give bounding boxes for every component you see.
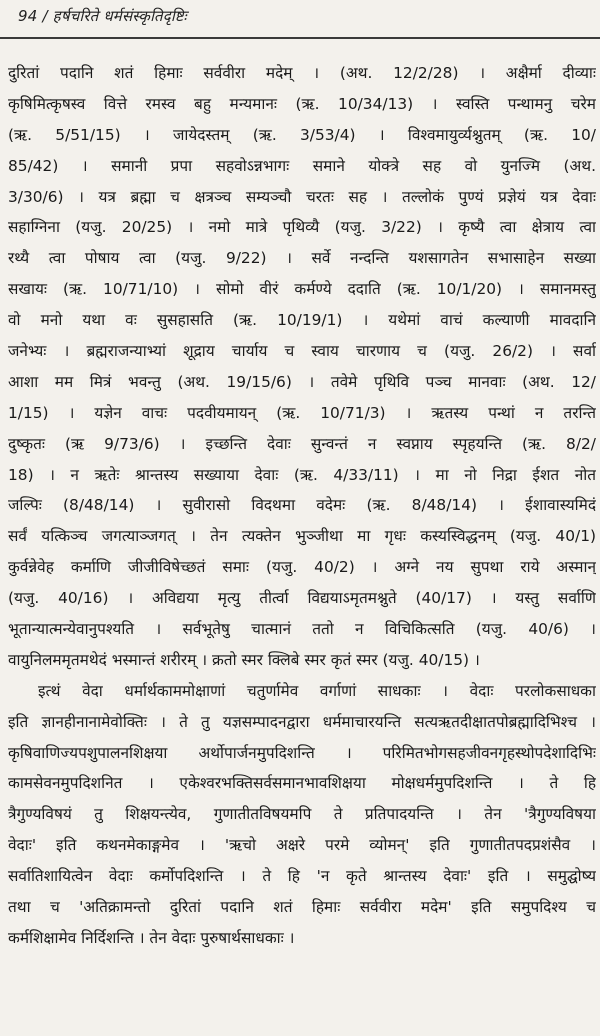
text-line: कुर्वन्नेवेह कर्माणि जीजीविषेच्छतं समाः (यजु. 40/2) । अग्ने नय सुपथा राये अस्मान्: [8, 558, 596, 577]
text-line: वायुनिलममृतमथेदं भस्मान्तं शरीरम् । क्रतो स्मर क्लिबे स्मर कृतं स्मर (यजु. 40/15) ।: [8, 650, 480, 669]
text-line: इति ज्ञानहीनानामेवोक्तिः । ते तु यज्ञसम्पादनद्वारा धर्ममाचारयन्ति सत्यऋतदीक्षातपोब्रह्मादिभिश्च ।: [8, 712, 596, 731]
text-line: वो मनो यथा वः सुसहासति (ऋ. 10/19/1) । यथेमां वाचं कल्याणी मावदानि: [8, 311, 596, 330]
text-line: (ऋ. 5/51/15) । जायेदस्तम् (ऋ. 3/53/4) । विश्वमायुर्व्यश्नुतम् (ऋ. 10/: [8, 125, 596, 144]
paragraph-first-line: इत्थं वेदा धर्मार्थकाममोक्षाणां चतुर्णामेव वर्गाणां साधकाः । वेदाः परलोकसाधका: [38, 681, 596, 700]
text-line: सखायः (ऋ. 10/71/10) । सोमो वीरं कर्मण्ये ददाति (ऋ. 10/1/20) । समानमस्तु: [8, 280, 596, 299]
text-line: वेदाः' इति कथनमेकाङ्गमेव । 'ऋचो अक्षरे परमे व्योमन्' इति गुणातीतपदप्रशंसैव ।: [8, 836, 596, 855]
text-line: दुष्कृतः (ऋ 9/73/6) । इच्छन्ति देवाः सुन्वन्तं न स्वप्नाय स्पृहयन्ति (ऋ. 8/2/: [8, 434, 596, 453]
text-line: आशा मम मित्रं भवन्तु (अथ. 19/15/6) । तवेमे पृथिवि पञ्च मानवाः (अथ. 12/: [8, 372, 596, 391]
text-line: (यजु. 40/16) । अविद्यया मृत्यु तीर्त्वा विद्ययाऽमृतमश्नुते (40/17) । यस्तु सर्वाणि: [8, 589, 596, 608]
text-line: कृषिवाणिज्यपशुपालनशिक्षया अर्थोपार्जनमुपदिशन्ति । परिमितभोगसहजीवनगृहस्थोपदेशादिभिः: [8, 743, 596, 762]
text-line: 1/15) । यज्ञेन वाचः पदवीयमायन् (ऋ. 10/71/3) । ऋतस्य पन्थां न तरन्ति: [8, 403, 596, 422]
text-line: कामसेवनमुपदिशनित । एकेश्वरभक्तिसर्वसमानभावशिक्षया मोक्षधर्ममुपदिशन्ति । ते हि: [8, 774, 596, 793]
text-line: जल्पिः (8/48/14) । सुवीरासो विदथमा वदेमः (ऋ. 8/48/14) । ईशावास्यमिदं: [8, 496, 596, 515]
text-line: जनेभ्यः । ब्रह्मराजन्याभ्यां शूद्राय चार्याय च स्वाय चारणाय च (यजु. 26/2) । सर्वा: [8, 342, 596, 361]
running-head: 94 / हर्षचरिते धर्मसंस्कृतिदृष्टिः: [18, 7, 187, 25]
text-line: रथ्यै त्वा पोषाय त्वा (यजु. 9/22) । सर्वे नन्दन्ति यशसागतेन सभासाहेन सख्या: [8, 249, 596, 268]
text-line: सर्वं यत्किञ्च जगत्याञ्जगत् । तेन त्यक्तेन भुञ्जीथा मा गृधः कस्यस्विद्धनम् (यजु. 40/1): [8, 527, 596, 546]
text-line: भूतान्यात्मन्येवानुपश्यति । सर्वभूतेषु चात्मानं ततो न विचिकित्सति (यजु. 40/6) ।: [8, 620, 596, 639]
text-line: कृषिमित्कृषस्व वित्ते रमस्व बहु मन्यमानः (ऋ. 10/34/13) । स्वस्ति पन्थामनु चरेम: [8, 94, 596, 113]
text-line: तथा च 'अतिक्रामन्तो दुरितां पदानि शतं हिमाः सर्ववीरा मदेम' इति समुपदिश्य च: [8, 898, 596, 917]
text-line: सर्वातिशायित्वेन वेदाः कर्मोपदिशन्ति । ते हि 'न कृते श्रान्तस्य देवाः' इति । समुद्घोष्य: [8, 867, 596, 886]
text-line: दुरितां पदानि शतं हिमाः सर्ववीरा मदेम् । (अथ. 12/2/28) । अक्षैर्मा दीव्याः: [8, 64, 596, 82]
body-text: [8, 58, 596, 954]
text-line: त्रैगुण्यविषयं तु शिक्षयन्त्येव, गुणातीतविषयमपि ते प्रतिपादयन्ति । तेन 'त्रैगुण्यविषया: [8, 805, 596, 824]
text-line: 18) । न ऋतेः श्रान्तस्य सख्याया देवाः (ऋ. 4/33/11) । मा नो निद्रा ईशत नोत: [8, 465, 596, 484]
text-line: 85/42) । समानी प्रपा सहवोऽन्नभागः समाने योक्त्रे सह वो युनज्मि (अथ.: [8, 156, 596, 175]
header-rule: [0, 37, 600, 39]
text-line: कर्मशिक्षामेव निर्दिशन्ति । तेन वेदाः पुरुषार्थसाधकाः ।: [8, 928, 295, 947]
text-line: 3/30/6) । यत्र ब्रह्मा च क्षत्रञ्च सम्यञ्चौ चरतः सह । तल्लोकं पुण्यं प्रज्ञेयं यत्र देवाः: [8, 187, 596, 206]
text-line: सहाग्निना (यजु. 20/25) । नमो मात्रे पृथिव्यै (यजु. 3/22) । कृष्यै त्वा क्षेत्राय त्वा: [8, 218, 596, 237]
